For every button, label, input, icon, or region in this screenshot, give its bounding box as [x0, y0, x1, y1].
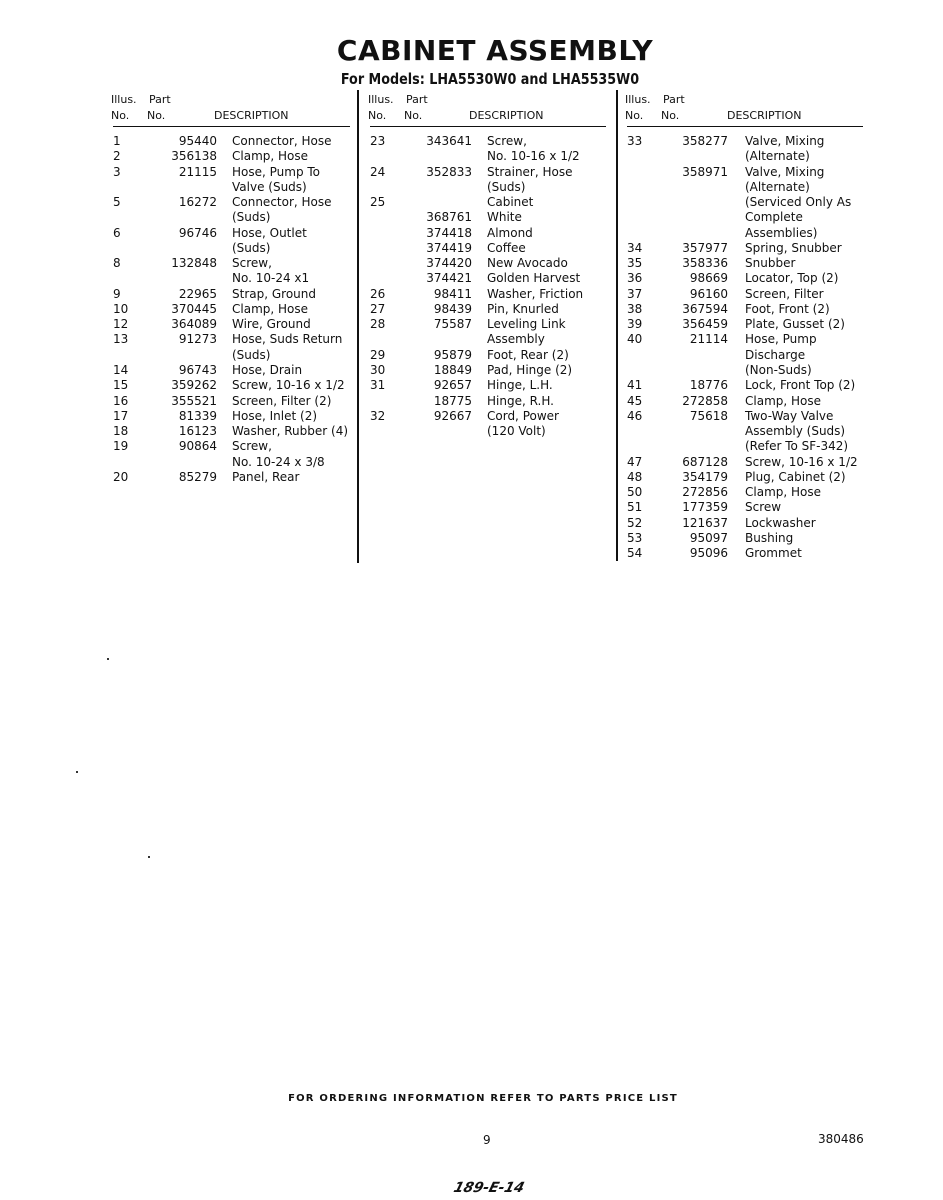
part-description: Hose, Inlet (2): [232, 408, 318, 423]
illus-no-header: No.: [111, 109, 130, 122]
part-description: Screw: [745, 500, 782, 515]
part-number: 75618: [689, 408, 728, 423]
part-description: Screen, Filter: [745, 286, 824, 301]
column-header-row: [627, 108, 863, 127]
illus-number: 12: [113, 317, 129, 332]
part-number: 90864: [178, 439, 217, 454]
part-description: Screw,: [232, 439, 272, 454]
part-description: No. 10-24 x 3/8: [232, 454, 325, 469]
illus-number: 47: [627, 454, 643, 469]
illus-number: 14: [113, 362, 129, 377]
page-number: 9: [483, 1133, 491, 1147]
part-description: Locator, Top (2): [745, 271, 839, 286]
column-header-row: [370, 92, 606, 108]
column-divider: [616, 90, 618, 561]
part-description: New Avocado: [487, 256, 568, 271]
parts-row: [370, 241, 606, 256]
parts-row: [627, 210, 863, 225]
part-no-header: No.: [147, 109, 166, 122]
part-number: 357977: [682, 240, 728, 255]
part-number: 16123: [178, 424, 217, 439]
column-header-row: [627, 92, 863, 108]
parts-row: [627, 378, 863, 393]
parts-row: [113, 455, 350, 470]
parts-row: [113, 165, 350, 180]
part-header: Part: [663, 93, 685, 106]
parts-row: [113, 363, 350, 378]
parts-row: [627, 180, 863, 195]
part-description: Snubber: [745, 256, 796, 271]
parts-row: [370, 302, 606, 317]
part-description: Clamp, Hose: [745, 485, 822, 500]
parts-row: [113, 409, 350, 424]
illus-number: 40: [627, 332, 643, 347]
part-number: 95440: [178, 134, 217, 148]
part-header: Part: [149, 93, 171, 106]
part-number: 687128: [682, 454, 728, 469]
illus-number: 3: [113, 164, 121, 179]
parts-row: [113, 470, 350, 485]
part-description: (Non-Suds): [745, 362, 812, 377]
handwritten-note: 189-E-14: [451, 1180, 527, 1196]
illus-number: 31: [370, 378, 386, 393]
parts-row: [113, 134, 350, 149]
part-description: Screw,: [232, 256, 272, 271]
parts-row: [627, 409, 863, 424]
parts-row: [627, 516, 863, 531]
part-number: 22965: [178, 286, 217, 301]
part-description: Assembly (Suds): [745, 424, 846, 439]
parts-row: [627, 287, 863, 302]
illus-number: 32: [370, 408, 386, 423]
parts-row: [113, 226, 350, 241]
part-description: (Alternate): [745, 149, 810, 164]
part-number: 352833: [426, 164, 472, 179]
part-description: Cord, Power: [487, 408, 559, 423]
part-description: Screw,: [487, 134, 527, 148]
parts-row: [113, 424, 350, 439]
part-number: 18775: [433, 393, 472, 408]
illus-number: 54: [627, 546, 643, 561]
column-header-row: [113, 108, 350, 127]
illus-number: 23: [370, 134, 386, 148]
illus-number: 6: [113, 225, 121, 240]
part-description: Two-Way Valve: [745, 408, 834, 423]
description-header: DESCRIPTION: [469, 109, 544, 122]
parts-row: [113, 348, 350, 363]
parts-row: [370, 180, 606, 195]
parts-row: [113, 317, 350, 332]
illus-number: 50: [627, 485, 643, 500]
part-number: 368761: [426, 210, 472, 225]
part-description: Plug, Cabinet (2): [745, 469, 846, 484]
parts-row: [627, 439, 863, 454]
part-number: 367594: [682, 301, 728, 316]
parts-row: [627, 424, 863, 439]
part-number: 95096: [689, 546, 728, 561]
part-description: Lock, Front Top (2): [745, 378, 856, 393]
illus-number: 30: [370, 362, 386, 377]
part-number: 272856: [682, 485, 728, 500]
illus-number: 48: [627, 469, 643, 484]
part-description: Hose, Pump To: [232, 164, 321, 179]
illus-number: 1: [113, 134, 121, 148]
parts-row: [370, 394, 606, 409]
parts-row: [627, 500, 863, 515]
parts-row: [113, 271, 350, 286]
parts-row: [627, 241, 863, 256]
illus-number: 10: [113, 301, 129, 316]
part-number: 354179: [682, 469, 728, 484]
illus-number: 8: [113, 256, 121, 271]
part-description: Bushing: [745, 530, 794, 545]
parts-row: [627, 546, 863, 561]
part-description: Hose, Outlet: [232, 225, 307, 240]
part-number: 132848: [171, 256, 217, 271]
parts-row: [627, 271, 863, 286]
parts-row: [627, 531, 863, 546]
part-number: 98669: [689, 271, 728, 286]
parts-row: [370, 256, 606, 271]
illus-number: 28: [370, 317, 386, 332]
illus-number: 37: [627, 286, 643, 301]
illus-number: 53: [627, 530, 643, 545]
part-description: (Serviced Only As: [745, 195, 852, 210]
parts-row: [370, 424, 606, 439]
part-number: 92657: [433, 378, 472, 393]
illus-number: 34: [627, 240, 643, 255]
parts-row: [627, 317, 863, 332]
part-number: 96743: [178, 362, 217, 377]
parts-row: [627, 149, 863, 164]
parts-row: [370, 409, 606, 424]
illus-number: 38: [627, 301, 643, 316]
parts-row: [370, 165, 606, 180]
part-number: 358971: [682, 164, 728, 179]
part-description: Almond: [487, 225, 533, 240]
part-description: (Suds): [232, 210, 271, 225]
illus-number: 16: [113, 393, 129, 408]
part-number: 21115: [178, 164, 217, 179]
parts-row: [627, 485, 863, 500]
part-number: 374421: [426, 271, 472, 286]
part-number: 272858: [682, 393, 728, 408]
part-number: 355521: [171, 393, 217, 408]
illus-header: Illus.: [111, 93, 137, 106]
parts-row: [370, 363, 606, 378]
part-number: 356459: [682, 317, 728, 332]
illus-number: 29: [370, 347, 386, 362]
illus-number: 26: [370, 286, 386, 301]
parts-row: [627, 134, 863, 149]
part-description: No. 10-16 x 1/2: [487, 149, 580, 164]
part-number: 121637: [682, 515, 728, 530]
illus-number: 27: [370, 301, 386, 316]
column-divider: [357, 90, 359, 563]
parts-row: [370, 134, 606, 149]
parts-row: [370, 149, 606, 164]
parts-row: [627, 226, 863, 241]
illus-header: Illus.: [368, 93, 394, 106]
parts-row: [113, 287, 350, 302]
part-number: 18849: [433, 362, 472, 377]
part-number: 81339: [178, 408, 217, 423]
part-description: Hose, Pump: [745, 332, 817, 347]
illus-header: Illus.: [625, 93, 651, 106]
part-number: 16272: [178, 195, 217, 210]
parts-row: [370, 317, 606, 332]
illus-number: 45: [627, 393, 643, 408]
part-description: Discharge: [745, 347, 806, 362]
part-number: 374420: [426, 256, 472, 271]
illus-number: 2: [113, 149, 121, 164]
part-description: Hinge, R.H.: [487, 393, 554, 408]
illus-number: 9: [113, 286, 121, 301]
part-number: 370445: [171, 301, 217, 316]
parts-row: [370, 332, 606, 347]
parts-row: [113, 394, 350, 409]
part-description: Hinge, L.H.: [487, 378, 553, 393]
illus-number: 33: [627, 134, 643, 148]
part-description: (Refer To SF-342): [745, 439, 849, 454]
part-description: Strainer, Hose: [487, 164, 573, 179]
parts-row: [113, 195, 350, 210]
part-description: Assemblies): [745, 225, 818, 240]
part-description: Washer, Friction: [487, 286, 584, 301]
part-description: Coffee: [487, 240, 526, 255]
parts-row: [113, 241, 350, 256]
part-description: Screw, 10-16 x 1/2: [745, 454, 858, 469]
part-description: Washer, Rubber (4): [232, 424, 349, 439]
parts-row: [627, 348, 863, 363]
column-header-row: [113, 92, 350, 108]
parts-row: [113, 302, 350, 317]
parts-row: [627, 470, 863, 485]
part-description: Assembly: [487, 332, 545, 347]
part-description: Hose, Drain: [232, 362, 303, 377]
parts-row: [627, 302, 863, 317]
part-description: Pad, Hinge (2): [487, 362, 573, 377]
illus-number: 51: [627, 500, 643, 515]
illus-number: 15: [113, 378, 129, 393]
illus-number: 5: [113, 195, 121, 210]
parts-column-3: [627, 92, 863, 561]
parts-row: [113, 180, 350, 195]
part-number: 95097: [689, 530, 728, 545]
part-number: 92667: [433, 408, 472, 423]
part-description: Hose, Suds Return: [232, 332, 343, 347]
part-description: Screw, 10-16 x 1/2: [232, 378, 345, 393]
part-number: 356138: [171, 149, 217, 164]
part-no-header: No.: [661, 109, 680, 122]
part-number: 364089: [171, 317, 217, 332]
part-description: Foot, Front (2): [745, 301, 830, 316]
part-number: 18776: [689, 378, 728, 393]
part-description: Plate, Gusset (2): [745, 317, 845, 332]
part-description: Cabinet: [487, 195, 534, 210]
illus-number: 13: [113, 332, 129, 347]
column-header-row: [370, 108, 606, 127]
part-description: Connector, Hose: [232, 134, 332, 148]
parts-row: [627, 332, 863, 347]
description-header: DESCRIPTION: [727, 109, 802, 122]
part-description: Leveling Link: [487, 317, 566, 332]
illus-number: 36: [627, 271, 643, 286]
part-number: 358336: [682, 256, 728, 271]
illus-number: 25: [370, 195, 386, 210]
part-description: Golden Harvest: [487, 271, 581, 286]
part-description: Valve, Mixing: [745, 134, 825, 148]
part-description: Valve, Mixing: [745, 164, 825, 179]
part-number: 374418: [426, 225, 472, 240]
parts-row: [627, 165, 863, 180]
parts-column-2: [370, 92, 606, 439]
part-description: Connector, Hose: [232, 195, 332, 210]
illus-no-header: No.: [368, 109, 387, 122]
parts-column-1: [113, 92, 350, 485]
part-description: Foot, Rear (2): [487, 347, 569, 362]
part-number: 95879: [433, 347, 472, 362]
part-number: 343641: [426, 134, 472, 148]
part-description: Spring, Snubber: [745, 240, 842, 255]
description-header: DESCRIPTION: [214, 109, 289, 122]
illus-number: 35: [627, 256, 643, 271]
part-description: White: [487, 210, 522, 225]
parts-row: [627, 455, 863, 470]
parts-row: [113, 439, 350, 454]
illus-number: 18: [113, 424, 129, 439]
illus-number: 39: [627, 317, 643, 332]
parts-row: [627, 256, 863, 271]
part-header: Part: [406, 93, 428, 106]
part-description: No. 10-24 x1: [232, 271, 310, 286]
parts-row: [370, 348, 606, 363]
illus-number: 24: [370, 164, 386, 179]
illus-number: 17: [113, 408, 129, 423]
page-title: CABINET ASSEMBLY: [336, 34, 654, 67]
part-number: 96746: [178, 225, 217, 240]
part-number: 177359: [682, 500, 728, 515]
part-description: Strap, Ground: [232, 286, 316, 301]
part-number: 85279: [178, 469, 217, 484]
illus-number: 20: [113, 469, 129, 484]
models-subtitle: For Models: LHA5530W0 and LHA5535W0: [340, 70, 640, 88]
parts-row: [627, 195, 863, 210]
part-description: Panel, Rear: [232, 469, 300, 484]
part-description: Pin, Knurled: [487, 301, 559, 316]
part-number: 359262: [171, 378, 217, 393]
part-description: (Suds): [232, 347, 271, 362]
part-number: 358277: [682, 134, 728, 148]
part-description: (120 Volt): [487, 424, 546, 439]
part-description: (Suds): [232, 240, 271, 255]
part-description: Lockwasher: [745, 515, 816, 530]
part-description: Complete: [745, 210, 803, 225]
parts-row: [370, 195, 606, 210]
part-description: Grommet: [745, 546, 802, 561]
parts-row: [370, 210, 606, 225]
document-number: 380486: [818, 1132, 864, 1146]
part-description: Valve (Suds): [232, 179, 307, 194]
parts-row: [627, 394, 863, 409]
illus-no-header: No.: [625, 109, 644, 122]
part-number: 91273: [178, 332, 217, 347]
part-number: 98439: [433, 301, 472, 316]
parts-row: [370, 378, 606, 393]
parts-row: [113, 149, 350, 164]
scan-speck: [76, 771, 78, 773]
illus-number: 46: [627, 408, 643, 423]
parts-row: [113, 256, 350, 271]
parts-row: [370, 226, 606, 241]
part-description: (Alternate): [745, 179, 810, 194]
part-no-header: No.: [404, 109, 423, 122]
part-description: Screen, Filter (2): [232, 393, 332, 408]
parts-row: [113, 210, 350, 225]
ordering-info-footer: FOR ORDERING INFORMATION REFER TO PARTS PRICE LIST: [288, 1093, 678, 1104]
part-number: 98411: [433, 286, 472, 301]
parts-row: [627, 363, 863, 378]
parts-row: [370, 287, 606, 302]
part-number: 96160: [689, 286, 728, 301]
part-description: Wire, Ground: [232, 317, 311, 332]
part-description: (Suds): [487, 179, 526, 194]
scan-speck: [107, 658, 109, 660]
illus-number: 52: [627, 515, 643, 530]
illus-number: 19: [113, 439, 129, 454]
scan-speck: [148, 856, 150, 858]
illus-number: 41: [627, 378, 643, 393]
parts-row: [113, 378, 350, 393]
part-number: 21114: [689, 332, 728, 347]
part-description: Clamp, Hose: [745, 393, 822, 408]
parts-row: [370, 271, 606, 286]
part-description: Clamp, Hose: [232, 301, 309, 316]
parts-row: [113, 332, 350, 347]
part-number: 75587: [433, 317, 472, 332]
part-description: Clamp, Hose: [232, 149, 309, 164]
part-number: 374419: [426, 240, 472, 255]
